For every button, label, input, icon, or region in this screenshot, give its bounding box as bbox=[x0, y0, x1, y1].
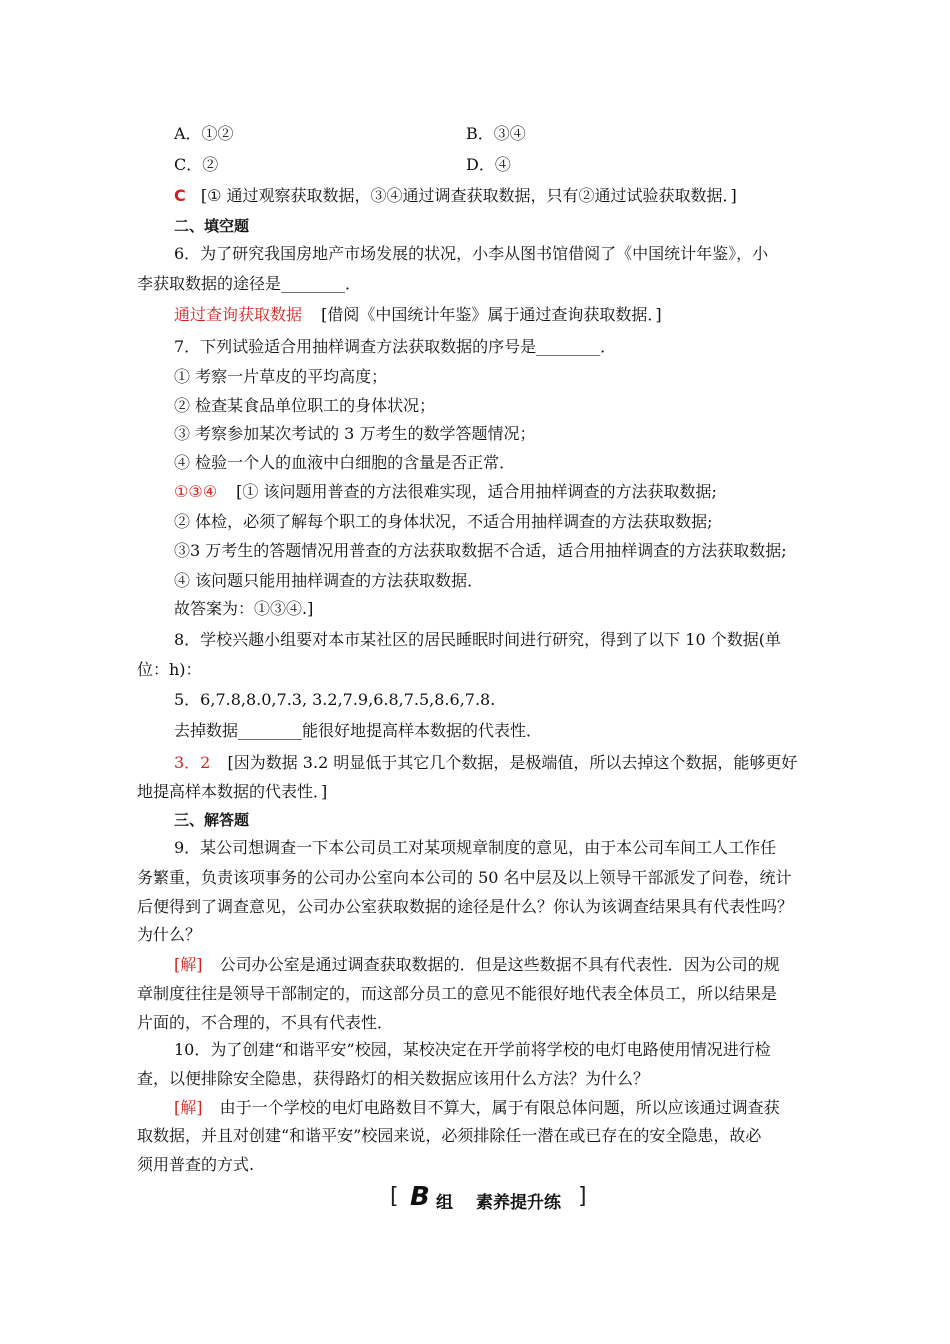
section-fill-in-title: 二、填空题 bbox=[174, 217, 250, 235]
q10-solution-text-3: 须用普查的方式. bbox=[137, 1155, 255, 1174]
banner-right-bracket: ] bbox=[578, 1184, 587, 1209]
q7-item-3: ③ 考察参加某次考试的 3 万考生的数学答题情况； bbox=[174, 424, 536, 443]
q10-solution-line1 bbox=[174, 1098, 780, 1118]
q10-stem-line1: 10．为了创建“和谐平安”校园，某校决定在开学前将学校的电灯电路使用情况进行检 bbox=[174, 1040, 771, 1059]
q9-solution-tag: [解] bbox=[174, 955, 203, 974]
q7-explanation-5: 故答案为：①③④.] bbox=[174, 599, 314, 618]
q5-option-a: A．①② bbox=[174, 124, 234, 143]
q5-option-b: B．③④ bbox=[466, 124, 526, 143]
q8-explanation-2: 地提高样本数据的代表性．] bbox=[137, 782, 328, 801]
q8-answer: 3．2 bbox=[174, 753, 211, 772]
q7-item-1: ① 考察一片草皮的平均高度； bbox=[174, 367, 388, 386]
q9-solution-line1 bbox=[174, 955, 780, 975]
q7-item-2: ② 检查某食品单位职工的身体状况； bbox=[174, 396, 436, 415]
q7-stem: 7．下列试验适合用抽样调查方法获取数据的序号是________． bbox=[174, 337, 617, 356]
q9-stem-line3: 后便得到了调查意见，公司办公室获取数据的途径是什么？你认为该调查结果具有代表性吗？ bbox=[137, 897, 794, 916]
q9-solution-text-1: 公司办公室是通过调查获取数据的．但是这些数据不具有代表性．因为公司的规 bbox=[219, 955, 780, 974]
q9-stem-line4: 为什么？ bbox=[137, 925, 202, 944]
q8-stem-line3: 去掉数据________能很好地提高样本数据的代表性． bbox=[174, 721, 543, 740]
q6-stem-line2: 李获取数据的途径是________． bbox=[137, 274, 362, 293]
q5-answer-explanation: [① 通过观察获取数据，③④通过调查获取数据，只有②通过试验获取数据．] bbox=[200, 186, 737, 205]
q10-solution-text-2: 取数据，并且对创建“和谐平安”校园来说，必须排除任一潜在或已存在的安全隐患，故必 bbox=[137, 1126, 762, 1145]
banner-title: 素养提升练 bbox=[476, 1193, 561, 1213]
q10-solution-text-1: 由于一个学校的电灯电路数目不算大，属于有限总体问题，所以应该通过调查获 bbox=[219, 1098, 780, 1117]
q6-answer: 通过查询获取数据 bbox=[174, 305, 303, 324]
q5-answer-line bbox=[174, 186, 737, 206]
q9-solution-text-2: 章制度往往是领导干部制定的，而这部分员工的意见不能很好地代表全体员工，所以结果是 bbox=[137, 984, 778, 1003]
q5-option-d: D．④ bbox=[466, 155, 511, 174]
q7-item-4: ④ 检验一个人的血液中白细胞的含量是否正常． bbox=[174, 453, 516, 472]
section-solution-title: 三、解答题 bbox=[174, 811, 250, 829]
banner-group-label: 组 bbox=[436, 1193, 453, 1213]
q6-explanation: [借阅《中国统计年鉴》属于通过查询获取数据．] bbox=[321, 305, 662, 324]
q7-answer-line bbox=[174, 482, 717, 502]
q5-option-c: C．② bbox=[174, 155, 219, 174]
q6-stem-line1: 6．为了研究我国房地产市场发展的状况，小李从图书馆借阅了《中国统计年鉴》，小 bbox=[174, 244, 769, 263]
q6-answer-line bbox=[174, 305, 662, 325]
group-b-banner bbox=[390, 1184, 590, 1214]
q8-data: 5．6,7.8,8.0,7.3, 3.2,7.9,6.8,7.5,8.6,7.8. bbox=[174, 690, 496, 709]
q7-answer: ①③④ bbox=[174, 482, 218, 501]
q8-stem-line1: 8．学校兴趣小组要对本市某社区的居民睡眠时间进行研究，得到了以下 10 个数据(单 bbox=[174, 630, 781, 649]
q7-explanation-1: [① 该问题用普查的方法很难实现，适合用抽样调查的方法获取数据; bbox=[236, 482, 717, 501]
q10-solution-tag: [解] bbox=[174, 1098, 203, 1117]
q5-answer-letter: C bbox=[174, 186, 186, 205]
q9-stem-line1: 9．某公司想调查一下本公司员工对某项规章制度的意见，由于本公司车间工人工作任 bbox=[174, 838, 777, 857]
banner-left-bracket: [ bbox=[390, 1184, 399, 1209]
q9-solution-text-3: 片面的，不合理的，不具有代表性． bbox=[137, 1013, 394, 1032]
q7-explanation-4: ④ 该问题只能用抽样调查的方法获取数据． bbox=[174, 571, 484, 590]
q8-stem-line2: 位：h)： bbox=[137, 660, 202, 679]
q9-stem-line2: 务繁重，负责该项事务的公司办公室向本公司的 50 名中层及以上领导干部派发了问卷，统计 bbox=[137, 868, 792, 887]
q7-explanation-3: ③3 万考生的答题情况用普查的方法获取数据不合适，适合用抽样调查的方法获取数据; bbox=[174, 541, 787, 560]
q8-explanation-1: [因为数据 3.2 明显低于其它几个数据，是极端值，所以去掉这个数据，能够更好 bbox=[227, 753, 798, 772]
q7-explanation-2: ② 体检，必须了解每个职工的身体状况，不适合用抽样调查的方法获取数据; bbox=[174, 512, 713, 531]
q8-answer-line bbox=[174, 753, 797, 773]
banner-group-letter: B bbox=[410, 1182, 430, 1212]
q10-stem-line2: 查，以便排除安全隐患，获得路灯的相关数据应该用什么方法？为什么？ bbox=[137, 1069, 650, 1088]
